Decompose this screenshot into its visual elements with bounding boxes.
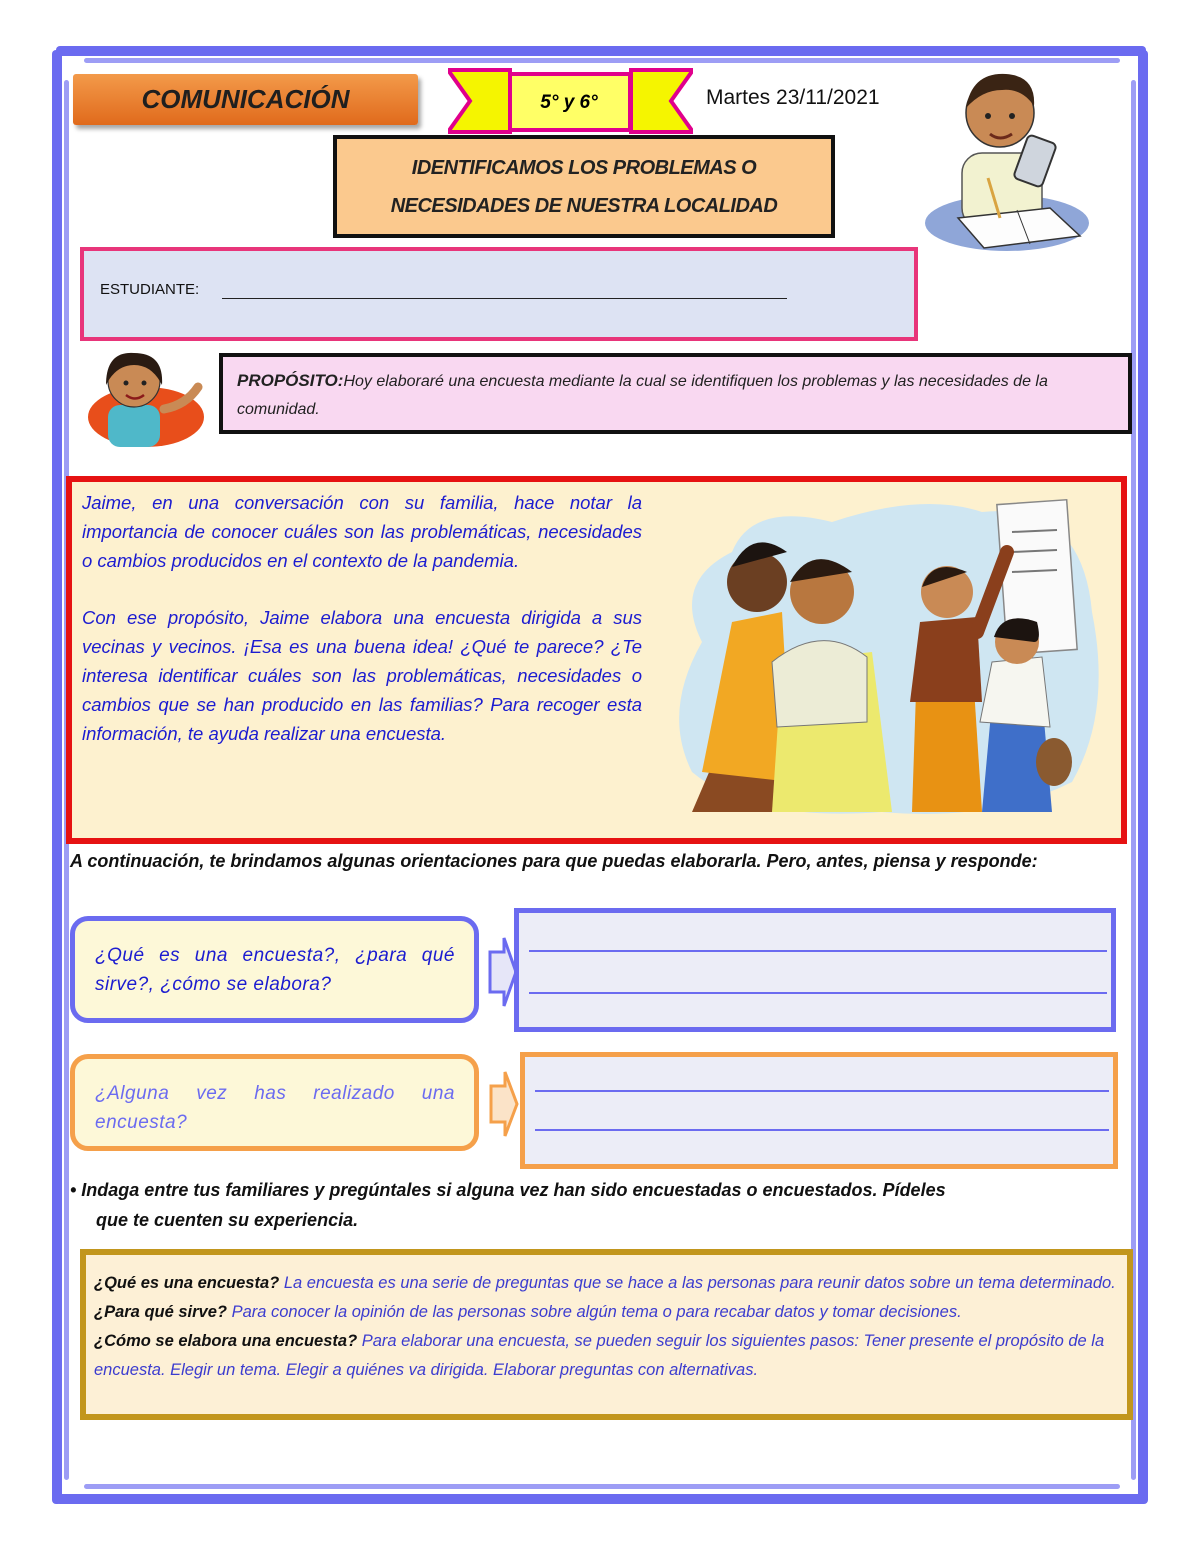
arrow-right-icon <box>487 1066 519 1142</box>
question-box-1 <box>70 916 479 1023</box>
info-answer-3: Para elaborar una encuesta, se pueden seguir los siguientes pasos: Tener presente el propósito de la encuesta. Elegir un tema. Elegir a quiénes va dirigida. Elaborar preguntas con alternativas. <box>94 1332 1105 1379</box>
info-answer-1: La encuesta es una serie de preguntas que se hace a las personas para reunir datos sobre un tema determinado. <box>279 1274 1116 1292</box>
family-survey-illustration <box>662 492 1112 832</box>
question-text-1: ¿Qué es una encuesta?, ¿para qué sirve?, ¿cómo se elabora? <box>95 945 455 995</box>
bullet-instruction <box>70 1175 1080 1235</box>
purpose-label: PROPÓSITO: <box>237 371 344 390</box>
boy-writing-illustration <box>922 58 1092 253</box>
frame-bottom <box>56 1494 1146 1504</box>
info-box <box>80 1249 1133 1420</box>
purpose-text <box>237 367 1107 424</box>
answer-line <box>529 992 1107 994</box>
question-text-2: ¿Alguna vez has realizado una encuesta? <box>95 1083 455 1133</box>
info-question-1: ¿Qué es una encuesta? <box>94 1274 280 1292</box>
info-question-2: ¿Para qué sirve? <box>94 1303 227 1321</box>
question-box-2 <box>70 1054 479 1151</box>
bullet-line-1: • Indaga entre tus familiares y pregúntales si alguna vez han sido encuestadas o encuestados. Pídeles <box>70 1180 946 1200</box>
girl-waving-illustration <box>86 347 216 447</box>
answer-line <box>535 1090 1109 1092</box>
date-label: Martes 23/11/2021 <box>706 86 880 109</box>
story-box <box>66 476 1127 844</box>
frame-left <box>52 50 62 1504</box>
info-text <box>94 1269 1124 1385</box>
purpose-box <box>219 353 1132 434</box>
answer-box-1[interactable] <box>514 908 1116 1032</box>
bullet-line-2: que te cuenten su experiencia. <box>96 1210 359 1230</box>
student-label: ESTUDIANTE: <box>100 281 200 298</box>
info-answer-2: Para conocer la opinión de las personas sobre algún tema o para recabar datos y tomar decisiones. <box>226 1303 962 1321</box>
answer-line <box>535 1129 1109 1131</box>
student-box <box>80 247 918 341</box>
page-title <box>333 135 835 238</box>
story-text <box>82 488 642 748</box>
answer-line <box>529 950 1107 952</box>
frame-top <box>56 46 1146 56</box>
answer-box-2[interactable] <box>520 1052 1118 1169</box>
grade-label: 5° y 6° <box>540 92 598 113</box>
story-paragraph-1: Jaime, en una conversación con su familia, hace notar la importancia de conocer cuáles son las problemáticas, necesidades o cambios producidos en el contexto de la pandemia. <box>82 492 642 571</box>
purpose-body: Hoy elaboraré una encuesta mediante la cual se identifiquen los problemas y las necesidades de la comunidad. <box>237 373 1048 418</box>
student-name-line[interactable] <box>222 298 787 299</box>
title-line-2: NECESIDADES DE NUESTRA LOCALIDAD <box>390 194 778 217</box>
intro-text: A continuación, te brindamos algunas orientaciones para que puedas elaborarla. Pero, antes, piensa y responde: <box>70 851 1038 871</box>
frame-right <box>1138 50 1148 1504</box>
frame-bottom-inner <box>84 1484 1120 1489</box>
title-line-1: IDENTIFICAMOS LOS PROBLEMAS O <box>411 156 757 179</box>
info-question-3: ¿Cómo se elabora una encuesta? <box>94 1332 358 1350</box>
story-paragraph-2: Con ese propósito, Jaime elabora una encuesta dirigida a sus vecinas y vecinos. ¡Esa es una buena idea! ¿Qué te parece? ¿Te interesa identificar cuáles son las problemáticas, necesidades o cambios que se han producido en las familias? Para recoger esta información, te ayuda realizar una encuesta. <box>82 607 642 744</box>
subject-banner: COMUNICACIÓN <box>73 74 418 125</box>
